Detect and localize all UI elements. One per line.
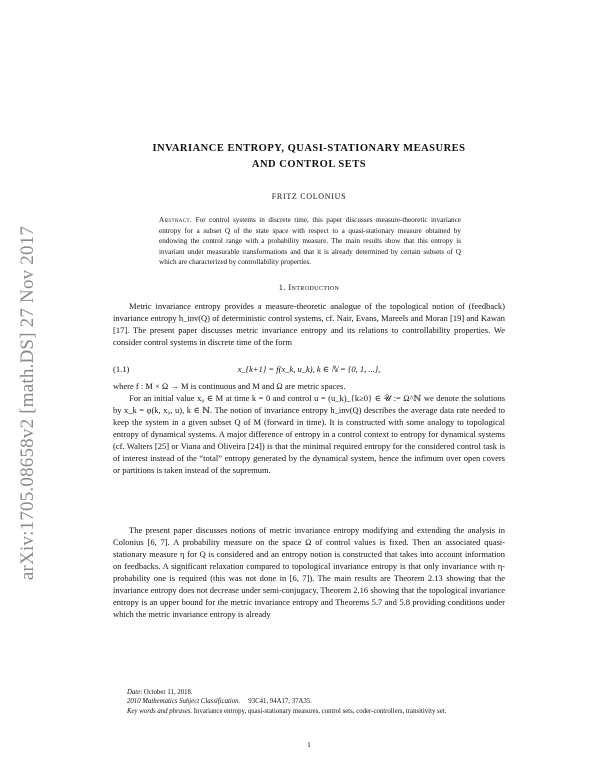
footnote-msc-label: 2010 Mathematics Subject Classification. — [127, 698, 241, 706]
footnote-date — [113, 688, 505, 697]
abstract-label: Abstract. — [159, 216, 193, 224]
footnote-msc — [113, 697, 505, 706]
abstract-text: For control systems in discrete time, this paper discusses measure-theoretic invariance entropy for a subset Q of the state space with respect to a quasi-stationary measure obtained by endowing the control range with a probability measure. The main results show that this entropy is invariant under measurable transformations and that it is already determined by certain subsets of Q which are characterized by controllability properties. — [159, 216, 461, 266]
footnotes — [113, 688, 505, 716]
footnote-keywords-value: Invariance entropy, quasi-stationary measures, control sets, coder-controllers, transitivity set. — [193, 707, 447, 715]
footnote-date-label: Date — [127, 689, 141, 696]
abstract — [159, 215, 461, 268]
footnote-keywords-label: Key words and phrases. — [127, 707, 193, 715]
equation-number: (1.1) — [113, 364, 130, 374]
author-name: FRITZ COLONIUS — [271, 192, 347, 201]
paper-title — [113, 141, 505, 173]
title-line-1: INVARIANCE ENTROPY, QUASI-STATIONARY MEASURES — [152, 143, 466, 154]
footnote-msc-value: 93C41, 94A17, 37A35. — [248, 698, 312, 706]
paragraph-3: The present paper discusses notions of metric invariance entropy modifying and extending the analysis in Colonius [6, 7]. A probability measure on the space Ω of control values is fixed. Then an associated quasi-stationary measure η for Q is considered and an entropy notion is constructed that takes into account information on feedbacks. A significant relaxation compared to topological invariance entropy is that only invariance with η-probability one is required (this was not done in [6, 7]). The main results are Theorem 2.13 showing that the invariance entropy does not decrease under semi-conjugacy, Theorem 2.16 showing that the topological invariance entropy is an upper bound for the metric invariance entropy and Theorems 5.7 and 5.8 providing conditions under which the metric invariance entropy is already — [113, 525, 505, 619]
equation-body: x_{k+1} = f(x_k, u_k), k ∈ ℕ = {0, 1, ...}, — [237, 364, 381, 374]
footnote-date-value: : October 11, 2018. — [140, 689, 193, 696]
footnote-keywords — [113, 707, 505, 716]
page-number: 1 — [307, 740, 311, 749]
arxiv-stamp-text: arXiv:1705.08658v2 [math.DS] 27 Nov 2017 — [17, 225, 39, 581]
paragraph-1: Metric invariance entropy provides a measure-theoretic analogue of the topological notion of (feedback) invariance entropy h_inv(Q) of deterministic control systems, cf. Nair, Evans, Mareels and Moran [19] and Kawan [17]. The present paper discusses metric invariance entropy and its relations to controllability properties. We consider control systems in discrete time of the form — [113, 301, 505, 347]
arxiv-identifier-stamp — [8, 173, 48, 633]
equation-1-1 — [113, 364, 505, 376]
paragraph-2: For an initial value x₀ ∈ M at time k = 0 and control u = (u_k)_{k≥0} ∈ 𝒰 := Ω^ℕ we denote the solutions by x_k = φ(k, x₀, u), k ∈ ℕ. The notion of invariance entropy h_inv(Q) describes the average data rate needed to keep the system in a given subset Q of M (forward in time). It is constructed with some analogy to topological entropy of dynamical systems. A major difference of entropy in a control context to entropy for dynamical systems (cf. Walters [25] or Viana and Oliveira [24]) is that the minimal required entropy for the considered control task is of interest instead of the “total” entropy generated by the dynamical system, hence the infimum over open covers or partitions is taken instead of the supremum. — [113, 393, 505, 475]
section-heading-introduction: 1. Introduction — [278, 283, 340, 292]
title-line-2: AND CONTROL SETS — [251, 159, 367, 170]
text-after-equation: where f : M × Ω → M is continuous and M and Ω are metric spaces. — [113, 381, 346, 391]
